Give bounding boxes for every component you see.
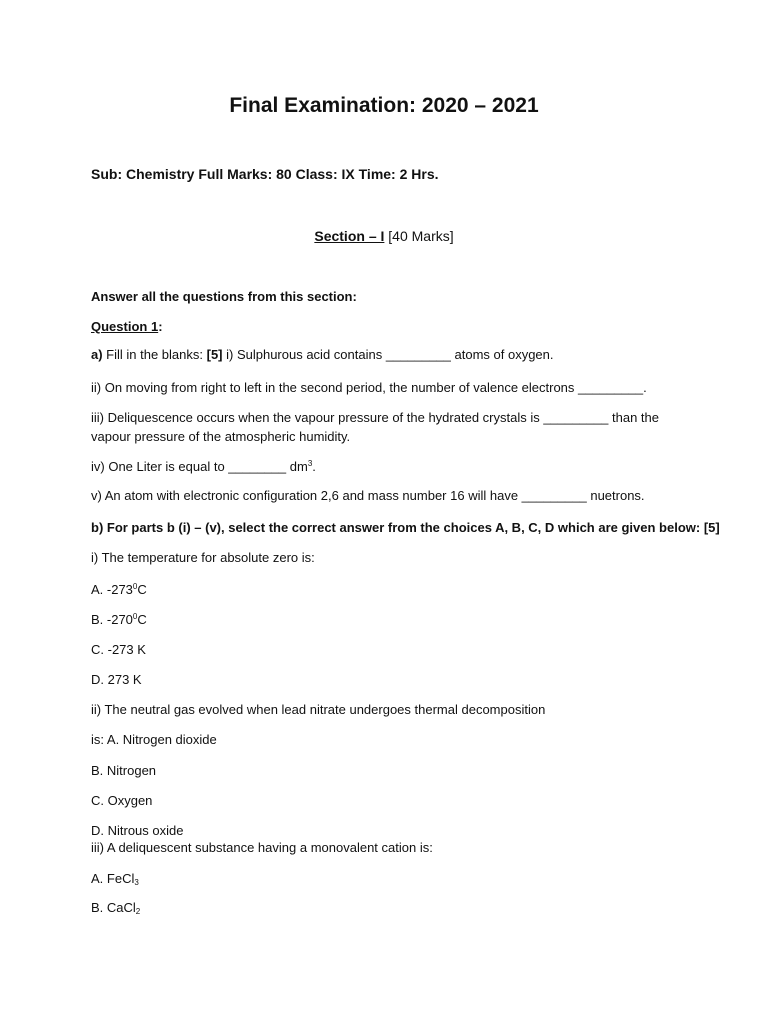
option-a-prefix: A. -273 [91,582,133,597]
part-b-q-ii-option-a: is: A. Nitrogen dioxide [91,732,217,747]
part-b-q-i-option-a [91,581,147,599]
option-a-subscript: 3 [134,878,139,887]
part-a-item-iii-line1: iii) Deliquescence occurs when the vapour pressure of the hydrated crystals is _________ than the [91,410,659,425]
option-b-prefix: B. -270 [91,612,133,627]
part-b-q-ii-option-d: D. Nitrous oxide [91,823,184,838]
part-a-item-iii-line2: vapour pressure of the atmospheric humidity. [91,429,351,444]
option-b-formula: B. CaCl [91,900,136,915]
question-1-heading [91,318,163,336]
part-b-q-iii-option-b [91,899,140,917]
part-a-item-i [91,346,554,364]
part-a-prefix: Fill in the blanks: [102,347,207,362]
part-b-q-i-option-d: D. 273 K [91,672,142,687]
part-a-marks: [5] [206,347,223,362]
subject-info: Sub: Chemistry Full Marks: 80 Class: IX Time: 2 Hrs. [91,166,439,182]
part-a-item-iv-prefix: iv) One Liter is equal to ________ dm [91,459,308,474]
part-b-q-i-option-c: C. -273 K [91,642,146,657]
part-b-question-ii: ii) The neutral gas evolved when lead nitrate undergoes thermal decomposition [91,702,546,717]
part-a-item-ii: ii) On moving from right to left in the second period, the number of valence electrons _________. [91,380,647,395]
exam-title: Final Examination: 2020 – 2021 [229,94,539,117]
part-b-q-ii-option-c: C. Oxygen [91,793,153,808]
part-a-item-i-text: i) Sulphurous acid contains _________ atoms of oxygen. [222,347,554,362]
part-a-item-iv [91,458,316,476]
option-b-subscript: 2 [135,907,141,916]
part-b-question-i: i) The temperature for absolute zero is: [91,550,315,565]
question-1-colon: : [158,319,163,334]
section-marks: [40 Marks] [388,228,454,244]
part-a-item-iv-suffix: . [312,459,316,474]
option-b-suffix: C [137,612,147,627]
instructions: Answer all the questions from this section: [91,289,357,304]
part-b-q-ii-option-b: B. Nitrogen [91,763,157,778]
part-b-q-i-option-b [91,611,147,629]
part-b-q-iii-option-a [91,870,139,888]
part-b-heading: b) For parts b (i) – (v), select the correct answer from the choices A, B, C, D which are given below: [5] [91,520,720,535]
part-b-question-iii: iii) A deliquescent substance having a monovalent cation is: [91,840,433,855]
section-heading [0,227,768,245]
option-a-degree: 0 [132,582,138,591]
section-label: Section – I [314,228,385,244]
option-b-degree: 0 [132,612,138,621]
part-a-item-v: v) An atom with electronic configuration 2,6 and mass number 16 will have _________ nuetrons. [91,488,645,503]
question-1-label: Question 1 [91,319,159,334]
part-a-item-iv-sup: 3 [307,459,313,468]
part-a-label: a) [91,347,103,362]
option-a-suffix: C [137,582,147,597]
option-a-formula: A. FeCl [91,871,135,886]
